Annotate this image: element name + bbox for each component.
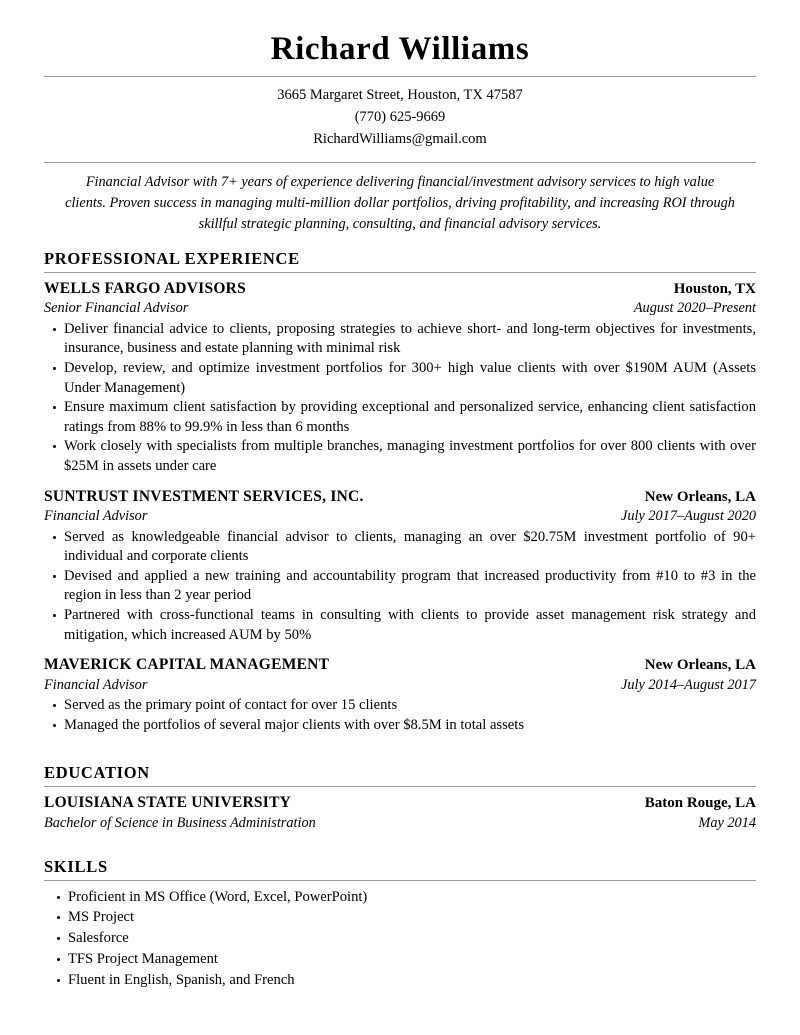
entry: [44, 793, 756, 833]
contact-address: 3665 Margaret Street, Houston, TX 47587: [277, 86, 523, 103]
entry-subheader-row: [44, 814, 756, 833]
list-item: TFS Project Management: [44, 949, 756, 970]
spacer: [44, 735, 756, 749]
entry-header-row: [44, 279, 756, 300]
organization-name: WELLS FARGO ADVISORS: [44, 279, 246, 297]
skills-list: [44, 887, 756, 991]
entry-subheader-row: [44, 299, 756, 318]
spacer: [44, 833, 756, 843]
entry-role: Senior Financial Advisor: [44, 300, 189, 317]
entry-subheader-row: [44, 676, 756, 695]
experience-entries: [44, 279, 756, 736]
contact-email: RichardWilliams@gmail.com: [313, 131, 487, 147]
entry: [44, 279, 756, 477]
professional-summary: Financial Advisor with 7+ years of experience delivering financial/investment advisory services to high value clients. Proven success in managing multi-million dollar portfolios, driving profitability, and increasing ROI through skillful strategic planning, consulting, and financial advisory services.: [65, 174, 735, 233]
entry: [44, 487, 756, 646]
entry-location: New Orleans, LA: [644, 488, 756, 505]
entry-bullet-list: [44, 320, 756, 477]
page-title: Richard Williams: [270, 31, 530, 67]
entry-dates: May 2014: [698, 814, 756, 831]
entry-bullet-list: [44, 696, 756, 735]
section-skills: [44, 857, 756, 990]
entry-location: Baton Rouge, LA: [644, 795, 756, 812]
education-entries: [44, 793, 756, 833]
entry-role: Bachelor of Science in Business Administration: [44, 814, 316, 831]
organization-name: MAVERICK CAPITAL MANAGEMENT: [44, 656, 330, 674]
organization-name: LOUISIANA STATE UNIVERSITY: [44, 794, 292, 812]
contact-phone: (770) 625-9669: [354, 108, 446, 125]
list-item: Served as knowledgeable financial advisor to clients, managing an over $20.75M investment portfolio of 90+ individual and corporate clients: [44, 528, 756, 567]
list-item: Managed the portfolios of several major clients with over $8.5M in total assets: [44, 716, 756, 736]
list-item: Devised and applied a new training and accountability program that increased productivity from #10 to #3 in the region in less than 2 year period: [44, 567, 756, 606]
list-item: Work closely with specialists from multiple branches, managing investment portfolios for over 800 clients with over $25M in assets under care: [44, 437, 756, 476]
list-item: MS Project: [44, 907, 756, 928]
list-item: Proficient in MS Office (Word, Excel, PowerPoint): [44, 887, 756, 908]
entry-subheader-row: [44, 507, 756, 526]
entry-location: Houston, TX: [673, 280, 756, 297]
section-heading-skills: SKILLS: [44, 857, 108, 877]
list-item: Deliver financial advice to clients, proposing strategies to achieve short- and long-term objectives for investments, insurance, business and estate planning with minimal risk: [44, 320, 756, 359]
section-education: [44, 763, 756, 833]
entry-dates: August 2020–Present: [633, 300, 756, 317]
section-divider-education: [44, 786, 756, 787]
section-heading-experience: PROFESSIONAL EXPERIENCE: [44, 249, 300, 269]
entry-role: Financial Advisor: [44, 508, 148, 525]
section-professional-experience: [44, 249, 756, 735]
entry-dates: July 2017–August 2020: [620, 508, 756, 525]
contact-block: [44, 77, 756, 155]
entry-header-row: [44, 655, 756, 676]
list-item: Served as the primary point of contact for over 15 clients: [44, 696, 756, 716]
entry-bullet-list: [44, 528, 756, 646]
section-divider-skills: [44, 880, 756, 881]
organization-name: SUNTRUST INVESTMENT SERVICES, INC.: [44, 487, 364, 505]
entry-role: Financial Advisor: [44, 677, 148, 694]
list-item: Partnered with cross-functional teams in consulting with clients to provide asset management risk strategy and mitigation, which increased AUM by 50%: [44, 606, 756, 645]
entry-header-row: [44, 487, 756, 508]
section-divider-experience: [44, 272, 756, 273]
list-item: Salesforce: [44, 928, 756, 949]
list-item: Fluent in English, Spanish, and French: [44, 970, 756, 991]
contact-divider: [44, 162, 756, 163]
entry-location: New Orleans, LA: [644, 657, 756, 674]
section-heading-education: EDUCATION: [44, 763, 150, 783]
entry-header-row: [44, 793, 756, 814]
entry-dates: July 2014–August 2017: [620, 677, 756, 694]
list-item: Develop, review, and optimize investment portfolios for 300+ high value clients with over $190M AUM (Assets Under Management): [44, 359, 756, 398]
list-item: Ensure maximum client satisfaction by providing exceptional and personalized service, enhancing client satisfaction ratings from 88% to 99.9% in less than 6 months: [44, 398, 756, 437]
entry: [44, 655, 756, 735]
